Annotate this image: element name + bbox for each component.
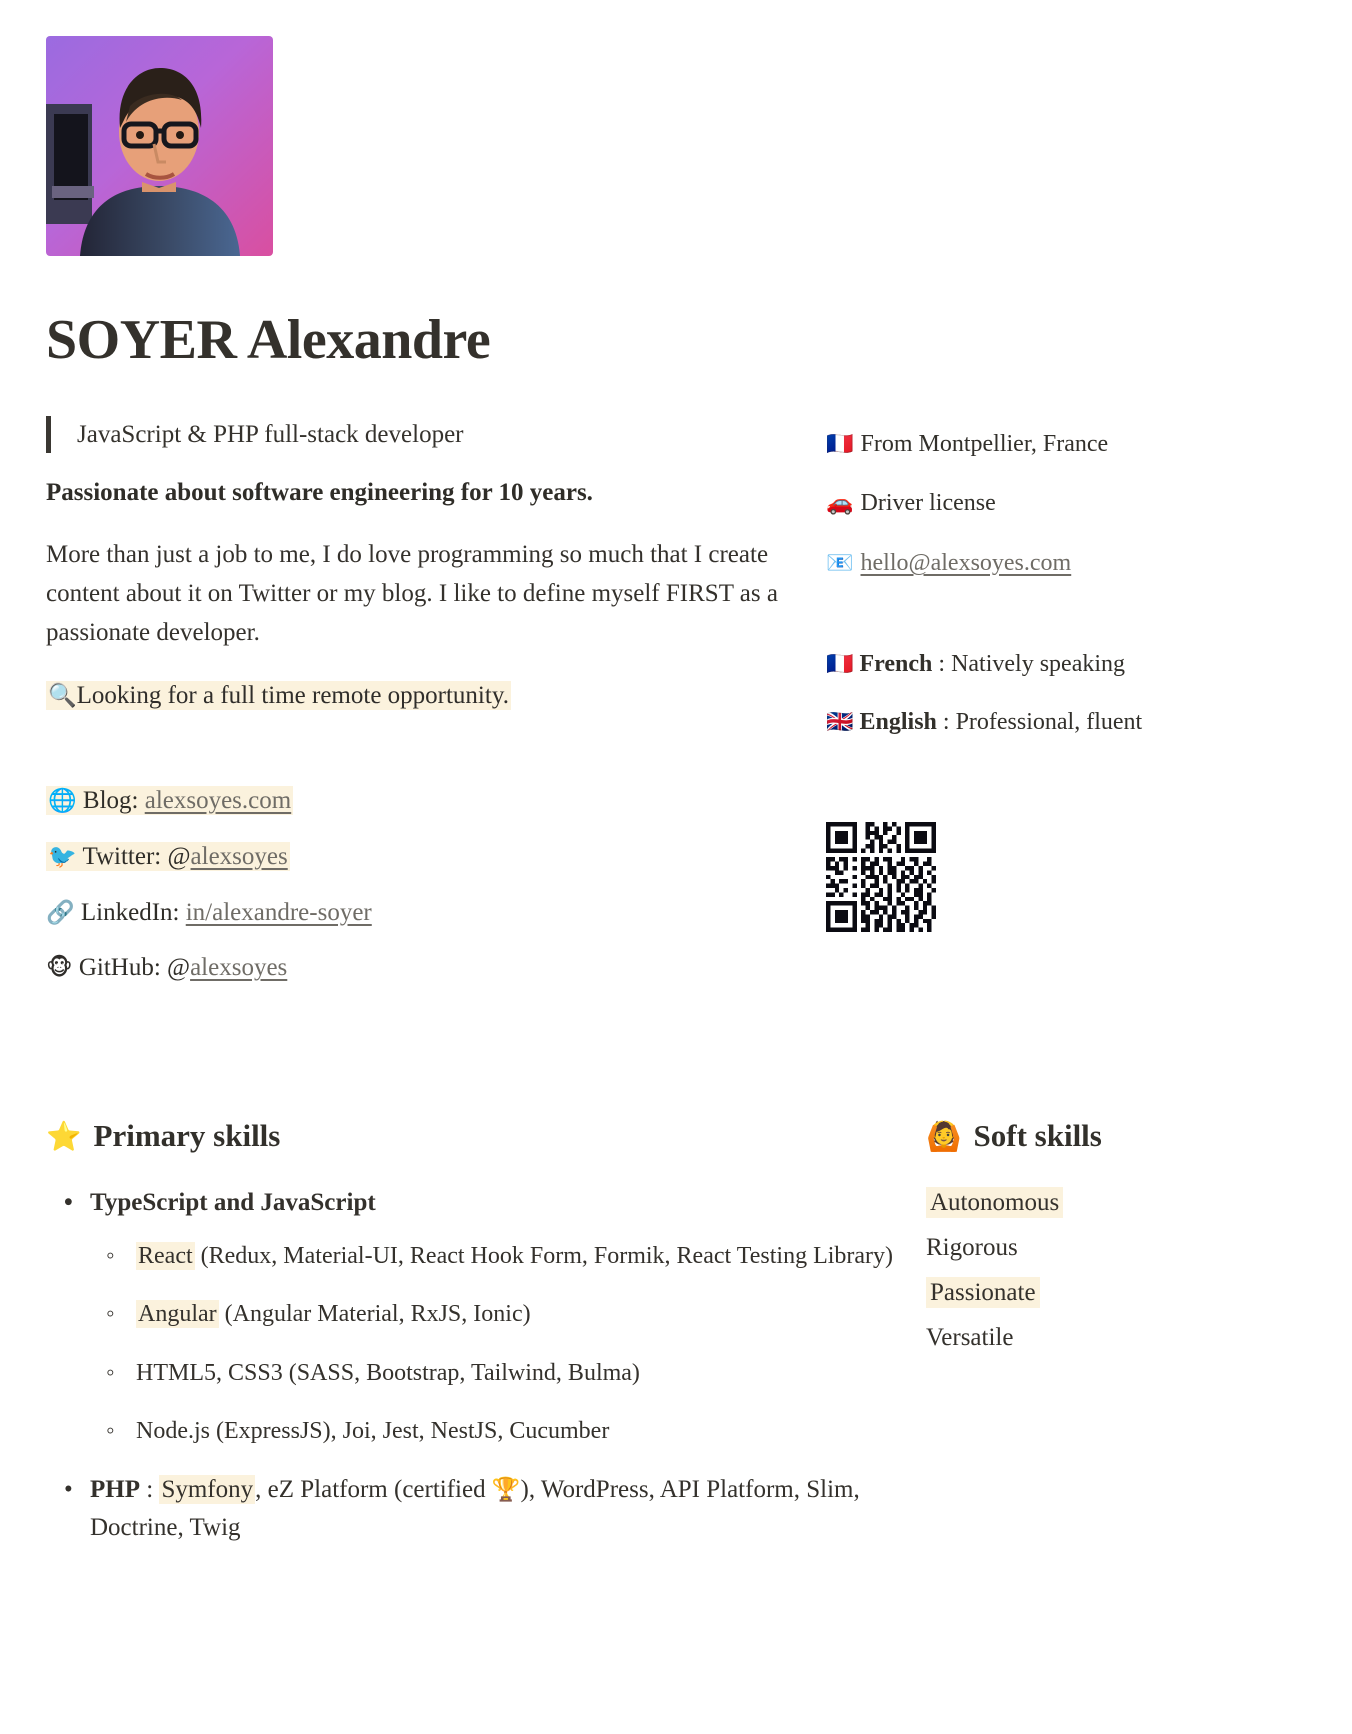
social-row-linkedin <box>46 896 806 930</box>
social-row-blog <box>46 784 806 818</box>
qr-code[interactable] <box>826 822 936 932</box>
bird-icon: 🐦 <box>48 843 77 870</box>
contact-location-text: From Montpellier, France <box>860 430 1109 457</box>
intro-left-column <box>46 416 806 1008</box>
contact-location <box>826 428 1306 462</box>
soft-skill-item <box>926 1274 1306 1313</box>
trophy-icon: 🏆 <box>491 1476 521 1503</box>
soft-skill-item <box>926 1184 1306 1223</box>
soft-skills-title-text: Soft skills <box>973 1118 1102 1154</box>
avatar-container <box>46 0 1306 256</box>
flag-uk-icon: 🇬🇧 <box>826 709 854 735</box>
red-car-icon: 🚗 <box>826 491 854 517</box>
list-item <box>90 1412 926 1450</box>
language-french-name: French <box>859 651 933 678</box>
language-french-level: Natively speaking <box>951 651 1126 678</box>
flag-france-icon: 🇫🇷 <box>826 652 854 678</box>
list-item <box>46 1184 926 1450</box>
qr-code-container <box>826 822 1306 932</box>
primary-skills-list <box>46 1184 926 1548</box>
email-icon: 📧 <box>826 550 854 576</box>
skill-detail-angular: (Angular Material, RxJS, Ionic) <box>218 1301 531 1328</box>
soft-skill-versatile: Versatile <box>926 1323 1014 1351</box>
contact-driver-license <box>826 487 1306 521</box>
skills-section <box>46 1117 1306 1564</box>
looking-for-line <box>46 677 806 715</box>
intro-columns <box>46 416 1306 1008</box>
email-link[interactable]: hello@alexsoyes.com <box>860 549 1072 576</box>
social-label-twitter: Twitter: <box>82 842 162 870</box>
soft-skills <box>926 1117 1306 1363</box>
intro-right-column <box>806 416 1306 932</box>
globe-icon: 🌐 <box>48 788 77 815</box>
skill-detail-node: Node.js (ExpressJS), Joi, Jest, NestJS, Cucumber <box>136 1418 610 1445</box>
page-title: SOYER Alexandre <box>46 309 491 371</box>
soft-skill-autonomous: Autonomous <box>926 1187 1063 1218</box>
tagline: JavaScript & PHP full-stack developer <box>46 416 806 454</box>
php-detail-after: ), WordPress, API Platform, Slim, Doctrine, Twig <box>90 1475 860 1542</box>
lead-statement: Passionate about software engineering for 10 years. <box>46 479 593 507</box>
language-english-name: English <box>859 708 937 735</box>
person-gesturing-ok-icon: 🙆 <box>926 1120 962 1154</box>
soft-skill-item <box>926 1319 1306 1358</box>
looking-for-text: Looking for a full time remote opportunity. <box>76 681 509 709</box>
primary-skills <box>46 1117 926 1564</box>
contact-driver-license-text: Driver license <box>860 490 996 517</box>
language-english <box>826 706 1306 740</box>
language-french-separator: : <box>932 651 952 678</box>
php-separator: : <box>140 1475 160 1503</box>
language-french <box>826 648 1306 682</box>
languages <box>826 648 1306 739</box>
primary-skills-title <box>46 1117 926 1154</box>
skill-group-title-php: PHP <box>90 1475 140 1503</box>
blog-link[interactable]: alexsoyes.com <box>144 787 292 815</box>
language-english-separator: : <box>936 708 956 735</box>
social-label-blog: Blog: <box>82 787 139 815</box>
twitter-link[interactable]: alexsoyes <box>190 842 288 870</box>
contact-email <box>826 547 1306 581</box>
skill-highlight-angular: Angular <box>138 1301 217 1328</box>
github-link[interactable]: alexsoyes <box>190 954 288 982</box>
skill-highlight-react: React <box>138 1243 193 1270</box>
soft-skill-rigorous: Rigorous <box>926 1234 1018 1262</box>
twitter-prefix: @ <box>167 842 191 870</box>
primary-skills-title-text: Primary skills <box>93 1118 281 1154</box>
star-icon: ⭐ <box>46 1120 82 1154</box>
linkedin-link[interactable]: in/alexandre-soyer <box>185 898 372 926</box>
skill-detail-react: (Redux, Material-UI, React Hook Form, Formik, React Testing Library) <box>194 1243 894 1270</box>
monkey-face-icon: 🐵 <box>46 955 73 982</box>
language-english-level: Professional, fluent <box>955 708 1143 735</box>
list-item <box>90 1354 926 1392</box>
social-links <box>46 784 806 985</box>
soft-skill-item <box>926 1229 1306 1268</box>
link-icon: 🔗 <box>46 899 75 926</box>
magnifying-glass-icon: 🔍 <box>48 682 77 709</box>
skill-detail-html-css: HTML5, CSS3 (SASS, Bootstrap, Tailwind, Bulma) <box>136 1359 640 1386</box>
php-detail-before: , eZ Platform (certified <box>255 1475 492 1503</box>
social-row-twitter <box>46 840 806 874</box>
avatar <box>46 36 273 256</box>
soft-skill-passionate: Passionate <box>926 1277 1040 1308</box>
flag-france-icon: 🇫🇷 <box>826 431 854 457</box>
list-item <box>46 1471 926 1549</box>
skill-highlight-symfony: Symfony <box>161 1475 254 1503</box>
social-label-github: GitHub: <box>78 954 161 982</box>
list-item <box>90 1295 926 1333</box>
intro-paragraph: More than just a job to me, I do love programming so much that I create content about it on Twitter or my blog. I like to define myself FIRST as a passionate developer. <box>46 541 778 646</box>
skill-sublist-javascript <box>90 1237 926 1451</box>
social-label-linkedin: LinkedIn: <box>80 898 180 926</box>
social-row-github <box>46 951 806 985</box>
github-prefix: @ <box>167 954 191 982</box>
soft-skills-title <box>926 1117 1306 1154</box>
skill-group-title: • TypeScript and JavaScript <box>90 1189 376 1216</box>
list-item <box>90 1237 926 1275</box>
